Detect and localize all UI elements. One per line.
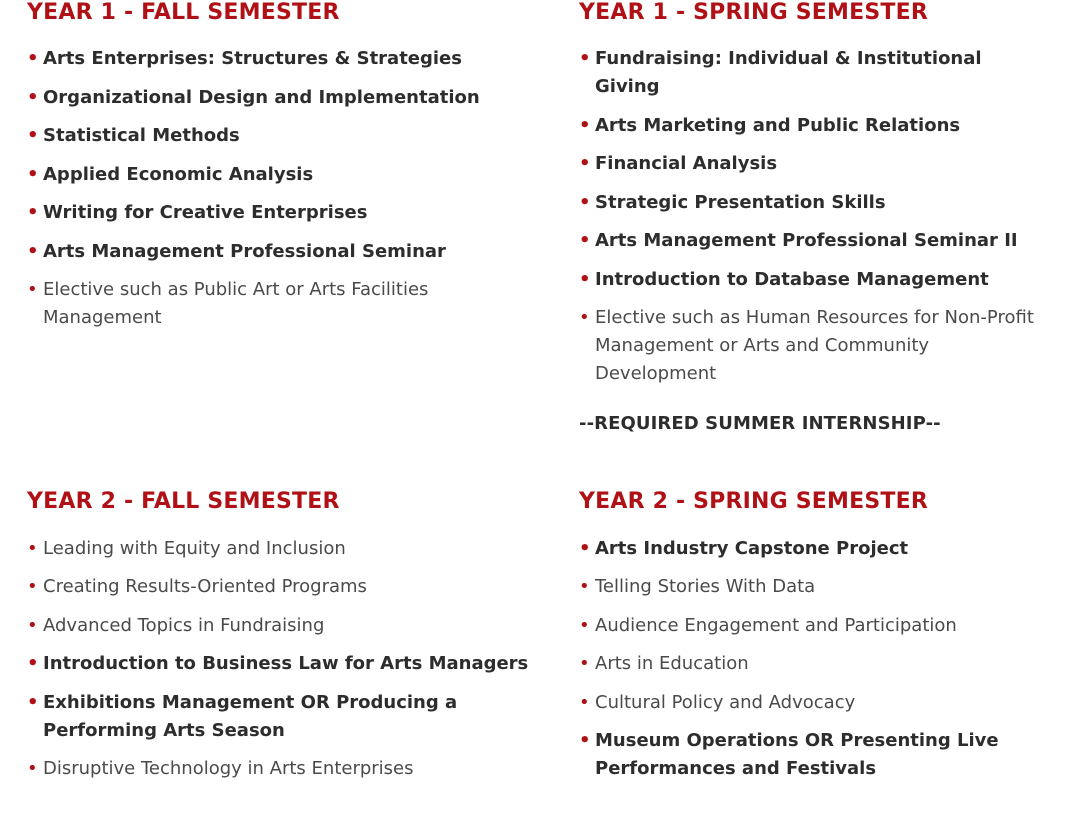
list-item [27,573,550,601]
course-label: Introduction to Database Management [595,268,989,290]
course-label: Writing for Creative Enterprises [43,202,368,224]
course-label: Advanced Topics in Fundraising [43,614,325,636]
course-label: Organizational Design and Implementation [43,86,480,108]
bullet-icon: • [579,653,590,675]
semester-block-year2-spring [550,438,1050,793]
bullet-icon: • [27,48,39,70]
list-item [27,276,550,332]
semester-block-year1-fall [0,0,550,438]
bullet-icon: • [27,202,39,224]
list-item [579,689,1050,717]
bullet-icon: • [27,163,39,185]
course-label: Leading with Equity and Inclusion [43,537,346,559]
bullet-icon: • [27,279,38,301]
bullet-icon: • [579,191,591,213]
course-label: Arts Management Professional Seminar [43,240,446,262]
course-label: Telling Stories With Data [595,576,816,598]
list-item [579,535,1050,563]
bullet-icon: • [27,576,38,598]
list-item [579,189,1050,217]
list-item [579,304,1050,388]
bullet-icon: • [579,537,591,559]
course-list-year2-fall [27,535,550,784]
course-label: Exhibitions Management OR Producing a Performing Arts Season [43,691,458,741]
course-label: Cultural Policy and Advocacy [595,691,856,713]
list-item [27,535,550,563]
list-item [27,84,550,112]
course-label: Museum Operations OR Presenting Live Performances and Festivals [595,730,999,780]
list-item [579,150,1050,178]
list-item [27,612,550,640]
list-item [27,755,550,783]
semester-title: YEAR 1 - FALL SEMESTER [27,0,340,25]
bullet-icon: • [579,114,591,136]
bullet-icon: • [27,653,39,675]
list-item [27,650,550,678]
bullet-icon: • [579,307,590,329]
list-item [579,612,1050,640]
list-item [579,227,1050,255]
semester-block-year1-spring [550,0,1050,438]
semester-title: YEAR 2 - SPRING SEMESTER [579,489,928,515]
bullet-icon: • [27,758,38,780]
list-item [27,161,550,189]
semester-block-year2-fall [0,438,550,793]
bullet-icon: • [27,614,38,636]
list-item [579,727,1050,783]
bullet-icon: • [27,691,39,713]
course-list-year2-spring [579,535,1050,784]
list-item [27,199,550,227]
semester-title: YEAR 2 - FALL SEMESTER [27,489,340,515]
bullet-icon: • [27,86,39,108]
bullet-icon: • [579,48,591,70]
bullet-icon: • [27,240,39,262]
list-item [579,573,1050,601]
bullet-icon: • [579,730,591,752]
course-label: Elective such as Human Resources for Non-Profit Management or Arts and Community Development [595,307,1034,385]
course-label: Arts Management Professional Seminar II [595,230,1018,252]
course-list-year1-fall [27,45,550,332]
course-label: Audience Engagement and Participation [595,614,957,636]
course-label: Arts Marketing and Public Relations [595,114,961,136]
internship-note: --REQUIRED SUMMER INTERNSHIP-- [579,413,941,435]
course-label: Strategic Presentation Skills [595,191,886,213]
course-label: Arts Enterprises: Structures & Strategies [43,48,462,70]
bullet-icon: • [27,537,38,559]
course-label: Introduction to Business Law for Arts Managers [43,653,529,675]
bullet-icon: • [579,691,590,713]
list-item [579,266,1050,294]
course-label: Applied Economic Analysis [43,163,314,185]
course-label: Arts in Education [595,653,749,675]
bullet-icon: • [27,125,39,147]
list-item [579,112,1050,140]
course-label: Financial Analysis [595,153,778,175]
bullet-icon: • [579,268,591,290]
bullet-icon: • [579,153,591,175]
course-label: Fundraising: Individual & Institutional Giving [595,48,982,98]
list-item [579,650,1050,678]
course-label: Arts Industry Capstone Project [595,537,909,559]
bullet-icon: • [579,230,591,252]
list-item [27,238,550,266]
course-label: Creating Results-Oriented Programs [43,576,367,598]
list-item [27,122,550,150]
course-label: Statistical Methods [43,125,240,147]
course-list-year1-spring [579,45,1050,388]
course-label: Disruptive Technology in Arts Enterprises [43,758,414,780]
list-item [579,45,1050,101]
bullet-icon: • [579,614,590,636]
course-label: Elective such as Public Art or Arts Facilities Management [43,279,429,329]
list-item [27,689,550,745]
list-item [27,45,550,73]
semester-title: YEAR 1 - SPRING SEMESTER [579,0,928,25]
bullet-icon: • [579,576,590,598]
